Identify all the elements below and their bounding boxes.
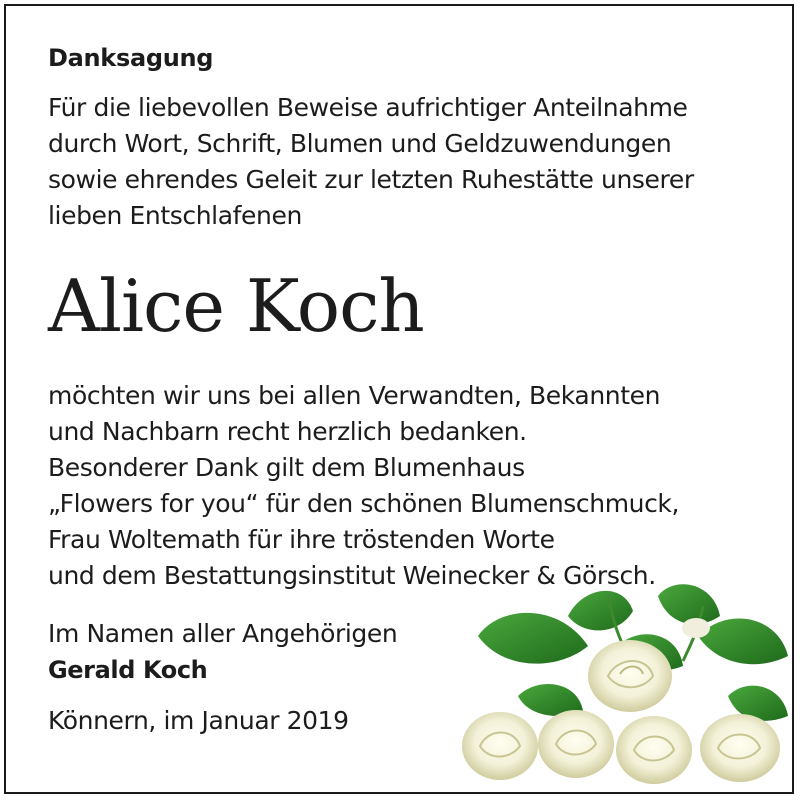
- deceased-name: Alice Koch: [48, 264, 424, 348]
- thanks-line: möchten wir uns bei allen Verwandten, Bekannten: [48, 381, 661, 410]
- rose-icon: [588, 640, 672, 712]
- rose-icon: [616, 716, 692, 784]
- leaf-icon: [698, 619, 788, 665]
- rose-icon: [538, 710, 614, 778]
- white-roses-illustration: [458, 576, 794, 794]
- rose-icon: [462, 712, 538, 780]
- thanks-line: und Nachbarn recht herzlich bedanken.: [48, 417, 527, 446]
- obituary-card: [4, 4, 794, 794]
- thanks-line: Besonderer Dank gilt dem Blumenhaus: [48, 453, 525, 482]
- heading: Danksagung: [48, 44, 214, 72]
- rose-icon: [700, 714, 780, 782]
- bud-icon: [682, 618, 710, 638]
- leaf-icon: [568, 591, 633, 631]
- signature-name: Gerald Koch: [48, 656, 208, 684]
- thanks-line: Frau Woltemath für ihre tröstenden Worte: [48, 525, 555, 554]
- place-date: Könnern, im Januar 2019: [48, 706, 349, 735]
- intro-line: lieben Entschlafenen: [48, 201, 302, 230]
- intro-line: Für die liebevollen Beweise aufrichtiger Anteilnahme: [48, 93, 688, 122]
- intro-line: durch Wort, Schrift, Blumen und Geldzuwendungen: [48, 129, 672, 158]
- intro-text: [48, 90, 694, 234]
- intro-line: sowie ehrendes Geleit zur letzten Ruhestätte unserer: [48, 165, 694, 194]
- leaf-icon: [478, 613, 588, 664]
- thanks-line: „Flowers for you“ für den schönen Blumenschmuck,: [48, 489, 680, 518]
- thanks-line: und dem Bestattungsinstitut Weinecker & Görsch.: [48, 561, 656, 590]
- leaf-icon: [658, 584, 720, 624]
- thanks-text: [48, 378, 679, 594]
- signature-intro: Im Namen aller Angehörigen: [48, 619, 398, 648]
